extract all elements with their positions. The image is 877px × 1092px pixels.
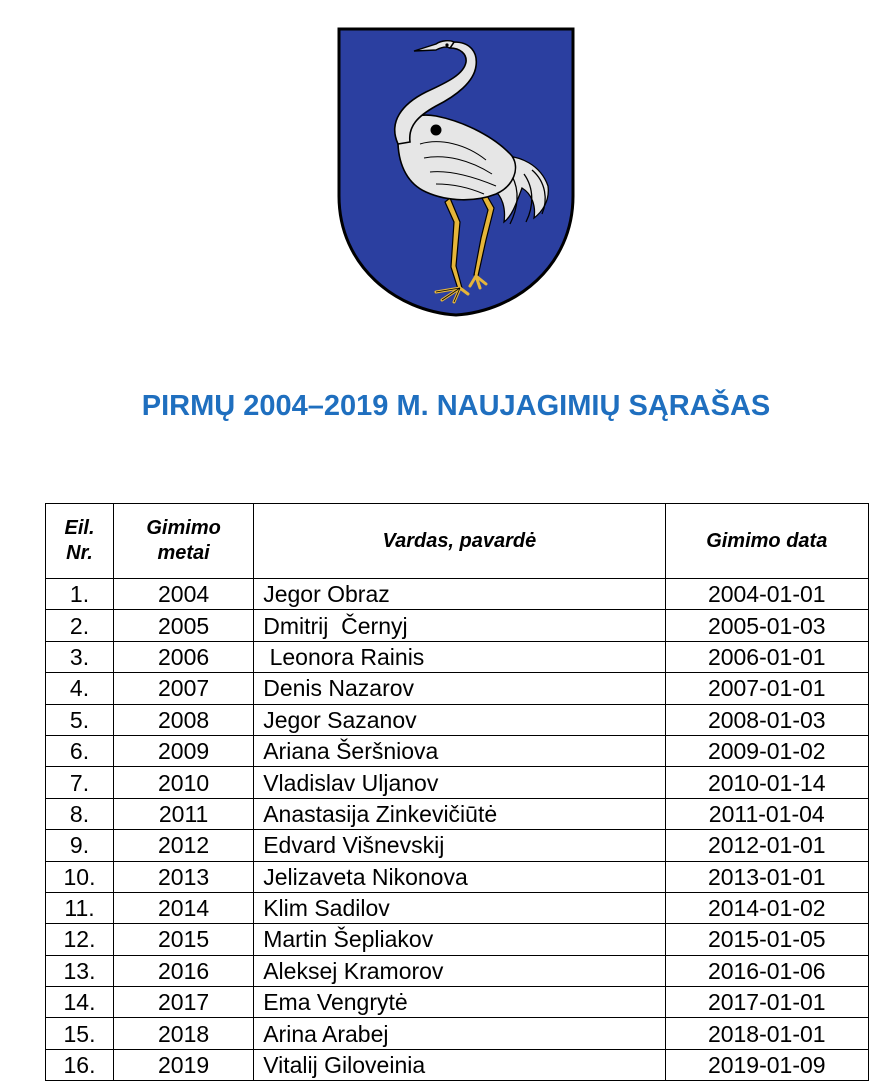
table-row: [46, 955, 869, 986]
column-header-year: [114, 504, 254, 579]
cell-nr: 2.: [46, 610, 114, 641]
table-row: [46, 610, 869, 641]
cell-date: 2013-01-01: [665, 861, 868, 892]
cell-name: Arina Arabej: [254, 1018, 665, 1049]
cell-date: 2007-01-01: [665, 673, 868, 704]
column-header-date: Gimimo data: [665, 504, 868, 579]
cell-name: Denis Nazarov: [254, 673, 665, 704]
cell-year: 2006: [114, 641, 254, 672]
column-header-nr-line1: Eil.: [64, 517, 95, 539]
cell-date: 2015-01-05: [665, 924, 868, 955]
table-row: [46, 987, 869, 1018]
cell-name: Leonora Rainis: [254, 641, 665, 672]
cell-nr: 16.: [46, 1049, 114, 1080]
cell-name: Jegor Obraz: [254, 579, 665, 610]
cell-nr: 13.: [46, 955, 114, 986]
cell-year: 2007: [114, 673, 254, 704]
table-row: [46, 1018, 869, 1049]
coat-of-arms-crane-icon: [336, 26, 576, 318]
cell-name: Klim Sadilov: [254, 892, 665, 923]
cell-nr: 6.: [46, 735, 114, 766]
cell-date: 2005-01-03: [665, 610, 868, 641]
cell-name: Ema Vengrytė: [254, 987, 665, 1018]
cell-nr: 8.: [46, 798, 114, 829]
cell-date: 2016-01-06: [665, 955, 868, 986]
cell-date: 2010-01-14: [665, 767, 868, 798]
table-header-row: [46, 504, 869, 579]
table-row: [46, 673, 869, 704]
cell-date: 2017-01-01: [665, 987, 868, 1018]
cell-name: Edvard Višnevskij: [254, 830, 665, 861]
cell-year: 2012: [114, 830, 254, 861]
table-row: [46, 1049, 869, 1080]
column-header-year-line2: metai: [157, 542, 210, 564]
cell-name: Jegor Sazanov: [254, 704, 665, 735]
cell-date: 2004-01-01: [665, 579, 868, 610]
cell-year: 2013: [114, 861, 254, 892]
table-row: [46, 861, 869, 892]
cell-nr: 7.: [46, 767, 114, 798]
cell-year: 2009: [114, 735, 254, 766]
cell-date: 2011-01-04: [665, 798, 868, 829]
column-header-nr: [46, 504, 114, 579]
cell-name: Dmitrij Černyj: [254, 610, 665, 641]
cell-year: 2018: [114, 1018, 254, 1049]
column-header-name: Vardas, pavardė: [254, 504, 665, 579]
table-row: [46, 704, 869, 735]
cell-nr: 15.: [46, 1018, 114, 1049]
cell-name: Anastasija Zinkevičiūtė: [254, 798, 665, 829]
cell-date: 2012-01-01: [665, 830, 868, 861]
cell-year: 2010: [114, 767, 254, 798]
cell-name: Vladislav Uljanov: [254, 767, 665, 798]
cell-name: Aleksej Kramorov: [254, 955, 665, 986]
column-header-year-line1: Gimimo: [146, 517, 221, 539]
cell-date: 2019-01-09: [665, 1049, 868, 1080]
cell-date: 2009-01-02: [665, 735, 868, 766]
cell-name: Martin Šepliakov: [254, 924, 665, 955]
cell-nr: 4.: [46, 673, 114, 704]
cell-nr: 12.: [46, 924, 114, 955]
cell-date: 2014-01-02: [665, 892, 868, 923]
table-row: [46, 767, 869, 798]
cell-year: 2019: [114, 1049, 254, 1080]
cell-nr: 1.: [46, 579, 114, 610]
cell-year: 2016: [114, 955, 254, 986]
cell-year: 2004: [114, 579, 254, 610]
table-row: [46, 892, 869, 923]
cell-date: 2006-01-01: [665, 641, 868, 672]
cell-name: Vitalij Giloveinia: [254, 1049, 665, 1080]
cell-nr: 5.: [46, 704, 114, 735]
table-row: [46, 641, 869, 672]
cell-name: Jelizaveta Nikonova: [254, 861, 665, 892]
cell-nr: 10.: [46, 861, 114, 892]
cell-nr: 11.: [46, 892, 114, 923]
table-row: [46, 735, 869, 766]
table-row: [46, 830, 869, 861]
cell-year: 2005: [114, 610, 254, 641]
cell-name: Ariana Šeršniova: [254, 735, 665, 766]
cell-year: 2015: [114, 924, 254, 955]
cell-nr: 9.: [46, 830, 114, 861]
column-header-nr-line2: Nr.: [66, 542, 93, 564]
cell-year: 2017: [114, 987, 254, 1018]
cell-date: 2008-01-03: [665, 704, 868, 735]
table-row: [46, 579, 869, 610]
cell-year: 2011: [114, 798, 254, 829]
cell-year: 2008: [114, 704, 254, 735]
newborns-table: [45, 503, 869, 1081]
cell-nr: 14.: [46, 987, 114, 1018]
cell-year: 2014: [114, 892, 254, 923]
cell-nr: 3.: [46, 641, 114, 672]
cell-date: 2018-01-01: [665, 1018, 868, 1049]
table-row: [46, 798, 869, 829]
table-row: [46, 924, 869, 955]
page-title: PIRMŲ 2004–2019 M. NAUJAGIMIŲ SĄRAŠAS: [141, 390, 771, 422]
